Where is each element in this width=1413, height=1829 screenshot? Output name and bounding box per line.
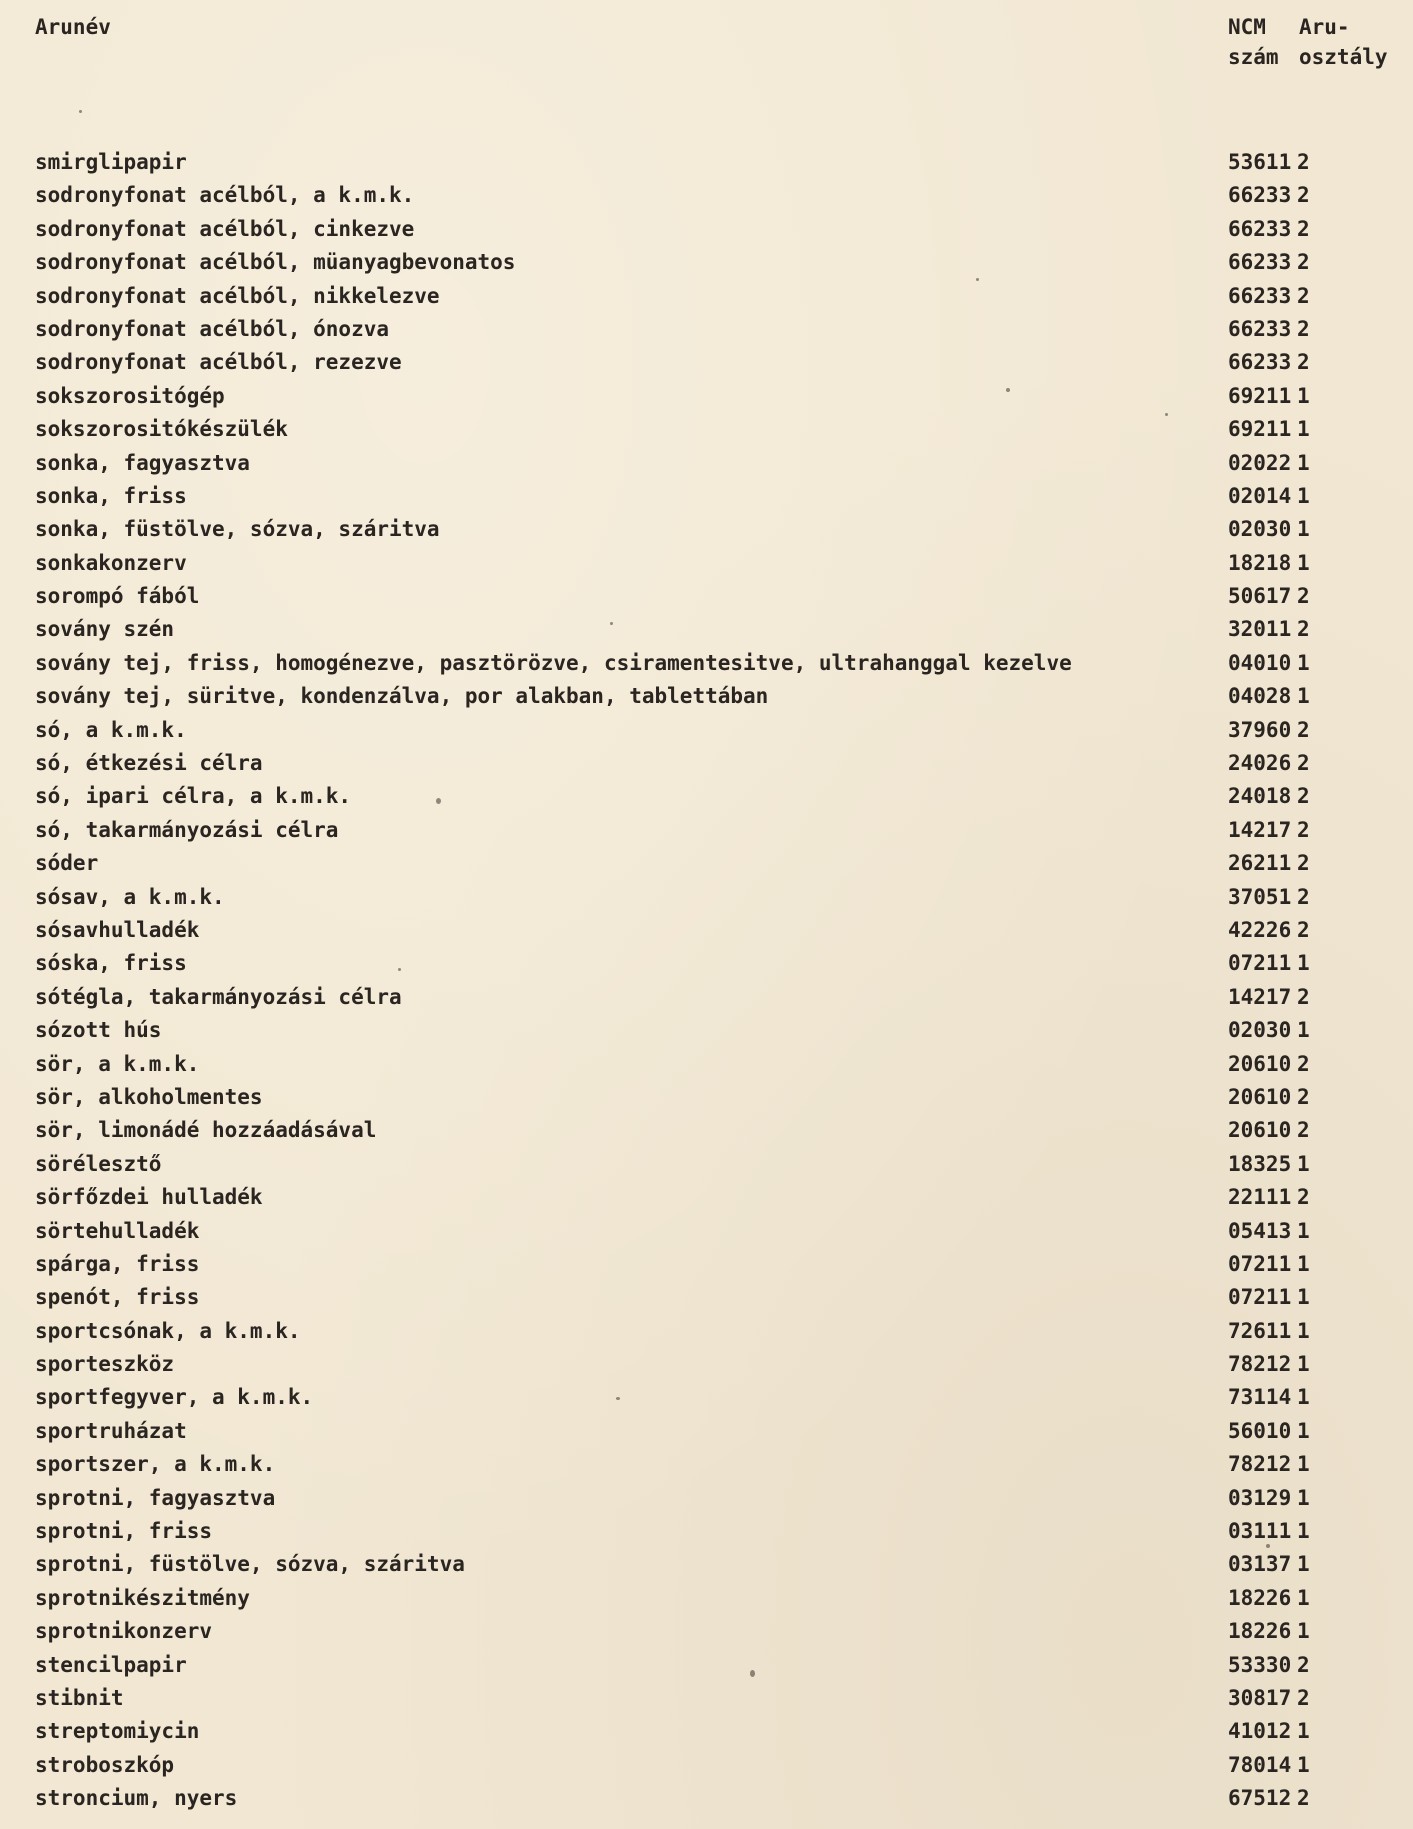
ncm-number: 66233: [1228, 183, 1292, 208]
product-name: sprotnikonzerv: [35, 1619, 213, 1644]
product-name: sósavhulladék: [35, 917, 200, 942]
table-row: [0, 981, 1413, 1014]
product-name: sportcsónak, a k.m.k.: [35, 1318, 301, 1343]
table-row: [0, 1515, 1413, 1548]
product-class: 1: [1297, 550, 1310, 575]
product-name: sodronyfonat acélból, rezezve: [35, 350, 402, 375]
table-row: [0, 280, 1413, 313]
product-name: sóska, friss: [35, 951, 187, 976]
product-name: só, a k.m.k.: [35, 717, 187, 742]
product-class: 2: [1297, 283, 1310, 308]
ncm-number: 78212: [1228, 1352, 1292, 1377]
product-name: sóder: [35, 851, 99, 876]
product-name: só, takarmányozási célra: [35, 817, 339, 842]
table-row: [0, 1081, 1413, 1114]
scan-speck: [436, 798, 441, 804]
product-name: sonka, friss: [35, 483, 187, 508]
scan-speck: [1266, 1544, 1270, 1548]
product-class: 1: [1297, 517, 1310, 542]
column-header-ncm-number: NCM szám: [1228, 15, 1279, 69]
ncm-number: 42226: [1228, 917, 1292, 942]
table-row: [0, 847, 1413, 880]
table-row: [0, 513, 1413, 546]
product-class: 2: [1297, 216, 1310, 241]
product-name: sodronyfonat acélból, müanyagbevonatos: [35, 250, 516, 275]
product-class: 2: [1297, 751, 1310, 776]
table-row: [0, 313, 1413, 346]
table-row: [0, 1482, 1413, 1515]
ncm-number: 02022: [1228, 450, 1292, 475]
table-row: [0, 814, 1413, 847]
product-class: 1: [1297, 1418, 1310, 1443]
table-row: [0, 1281, 1413, 1314]
table-row: [0, 480, 1413, 513]
product-class: 2: [1297, 1118, 1310, 1143]
ncm-number: 66233: [1228, 216, 1292, 241]
product-class: 1: [1297, 1018, 1310, 1043]
ncm-number: 53611: [1228, 150, 1292, 174]
table-row: [0, 380, 1413, 413]
table-row: [0, 413, 1413, 446]
table-row: [0, 947, 1413, 980]
ncm-number: 69211: [1228, 383, 1292, 408]
table-row: [0, 1348, 1413, 1381]
product-class: 1: [1297, 1585, 1310, 1610]
table-row: [0, 1649, 1413, 1682]
product-class: 1: [1297, 1285, 1310, 1310]
ncm-number: 18226: [1228, 1585, 1292, 1610]
ncm-number: 66233: [1228, 350, 1292, 375]
product-name: sörélesztő: [35, 1151, 162, 1176]
table-row: [0, 1782, 1413, 1815]
product-name: sportszer, a k.m.k.: [35, 1452, 276, 1477]
product-class: 2: [1297, 1652, 1310, 1677]
product-name: sonka, füstölve, sózva, száritva: [35, 517, 440, 542]
product-name: spárga, friss: [35, 1251, 200, 1276]
table-row: [0, 680, 1413, 713]
scan-speck: [79, 110, 82, 113]
scan-speck: [1006, 388, 1010, 392]
table-row: [0, 346, 1413, 379]
table-row: [0, 146, 1413, 179]
product-name: sokszorositógép: [35, 383, 225, 408]
product-class: 1: [1297, 1519, 1310, 1544]
product-name: sportfegyver, a k.m.k.: [35, 1385, 314, 1410]
product-class: 2: [1297, 1786, 1310, 1811]
product-class: 1: [1297, 417, 1310, 442]
product-class: 1: [1297, 1151, 1310, 1176]
product-class: 2: [1297, 150, 1310, 174]
ncm-number: 07211: [1228, 1285, 1292, 1310]
table-row: [0, 914, 1413, 947]
product-class: 2: [1297, 316, 1310, 341]
ncm-number: 03111: [1228, 1519, 1292, 1544]
product-name: sonka, fagyasztva: [35, 450, 250, 475]
product-name: sodronyfonat acélból, ónozva: [35, 316, 390, 341]
product-name: sorompó fából: [35, 584, 200, 609]
product-name: stibnit: [35, 1685, 124, 1710]
table-row: [0, 1114, 1413, 1147]
ncm-number: 67512: [1228, 1786, 1292, 1811]
table-row: [0, 447, 1413, 480]
product-class: 1: [1297, 650, 1310, 675]
product-name: sprotni, friss: [35, 1519, 213, 1544]
product-class: 2: [1297, 1185, 1310, 1210]
product-class: 1: [1297, 483, 1310, 508]
ncm-number: 26211: [1228, 851, 1292, 876]
ncm-number: 41012: [1228, 1719, 1292, 1744]
product-class: 1: [1297, 1218, 1310, 1243]
product-class: 2: [1297, 1051, 1310, 1076]
product-name: sovány tej, friss, homogénezve, pasztörözve, csiramentesitve, ultrahanggal kezelve: [35, 650, 1072, 675]
ncm-number: 72611: [1228, 1318, 1292, 1343]
table-row: [0, 246, 1413, 279]
ncm-number: 03129: [1228, 1485, 1292, 1510]
table-row: [0, 213, 1413, 246]
ncm-number: 78014: [1228, 1752, 1292, 1777]
product-name: stencilpapir: [35, 1652, 187, 1677]
ncm-number: 20610: [1228, 1118, 1292, 1143]
ncm-number: 03137: [1228, 1552, 1292, 1577]
ncm-number: 02030: [1228, 1018, 1292, 1043]
product-name: só, étkezési célra: [35, 751, 263, 776]
ncm-number: 18325: [1228, 1151, 1292, 1176]
product-name: sprotni, füstölve, sózva, száritva: [35, 1552, 465, 1577]
product-class: 2: [1297, 784, 1310, 809]
table-row: [0, 547, 1413, 580]
ncm-number: 24026: [1228, 751, 1292, 776]
table-row: [0, 780, 1413, 813]
product-name: sonkakonzerv: [35, 550, 187, 575]
ncm-number: 18218: [1228, 550, 1292, 575]
table-row: [0, 1315, 1413, 1348]
table-header: [0, 12, 1413, 82]
product-class: 1: [1297, 1251, 1310, 1276]
ncm-number: 20610: [1228, 1084, 1292, 1109]
column-header-product-name: Arunév: [35, 15, 111, 39]
product-class: 1: [1297, 1318, 1310, 1343]
product-class: 2: [1297, 1084, 1310, 1109]
product-name: sportruházat: [35, 1418, 187, 1443]
product-name: sokszorositókészülék: [35, 417, 288, 442]
product-name: sodronyfonat acélból, cinkezve: [35, 216, 415, 241]
ncm-number: 69211: [1228, 417, 1292, 442]
product-class: 2: [1297, 717, 1310, 742]
product-name: sör, a k.m.k.: [35, 1051, 200, 1076]
product-name: só, ipari célra, a k.m.k.: [35, 784, 352, 809]
ncm-number: 22111: [1228, 1185, 1292, 1210]
table-row: [0, 1615, 1413, 1648]
ncm-number: 50617: [1228, 584, 1292, 609]
product-class: 2: [1297, 617, 1310, 642]
table-row: [0, 1014, 1413, 1047]
ncm-number: 24018: [1228, 784, 1292, 809]
product-name: streptomiycin: [35, 1719, 200, 1744]
scan-speck: [616, 1397, 620, 1400]
ncm-number: 53330: [1228, 1652, 1292, 1677]
product-name: stroboszkóp: [35, 1752, 175, 1777]
product-class: 2: [1297, 884, 1310, 909]
scan-speck: [976, 278, 979, 281]
product-list: [0, 146, 1413, 1816]
ncm-number: 66233: [1228, 250, 1292, 275]
product-class: 1: [1297, 1352, 1310, 1377]
table-row: [0, 881, 1413, 914]
table-row: [0, 1448, 1413, 1481]
table-row: [0, 1048, 1413, 1081]
table-row: [0, 647, 1413, 680]
product-class: 2: [1297, 1685, 1310, 1710]
product-name: sózott hús: [35, 1018, 162, 1043]
product-class: 1: [1297, 951, 1310, 976]
product-class: 2: [1297, 984, 1310, 1009]
product-class: 1: [1297, 1619, 1310, 1644]
table-row: [0, 1682, 1413, 1715]
product-name: sodronyfonat acélból, a k.m.k.: [35, 183, 415, 208]
ncm-number: 37960: [1228, 717, 1292, 742]
ncm-number: 56010: [1228, 1418, 1292, 1443]
product-name: sodronyfonat acélból, nikkelezve: [35, 283, 440, 308]
ncm-number: 73114: [1228, 1385, 1292, 1410]
product-name: spenót, friss: [35, 1285, 200, 1310]
ncm-number: 18226: [1228, 1619, 1292, 1644]
product-name: sörfőzdei hulladék: [35, 1185, 263, 1210]
ncm-number: 37051: [1228, 884, 1292, 909]
product-class: 1: [1297, 1719, 1310, 1744]
table-row: [0, 1381, 1413, 1414]
product-class: 2: [1297, 917, 1310, 942]
scan-speck: [610, 622, 613, 625]
product-class: 1: [1297, 684, 1310, 709]
table-row: [0, 179, 1413, 212]
scan-speck: [398, 968, 401, 971]
product-name: sprotni, fagyasztva: [35, 1485, 276, 1510]
product-name: stroncium, nyers: [35, 1786, 238, 1811]
table-row: [0, 714, 1413, 747]
ncm-number: 04028: [1228, 684, 1292, 709]
ncm-number: 66233: [1228, 283, 1292, 308]
ncm-number: 20610: [1228, 1051, 1292, 1076]
ncm-number: 07211: [1228, 951, 1292, 976]
table-row: [0, 1181, 1413, 1214]
ncm-number: 05413: [1228, 1218, 1292, 1243]
product-name: sovány tej, süritve, kondenzálva, por alakban, tablettában: [35, 684, 769, 709]
product-name: sótégla, takarmányozási célra: [35, 984, 402, 1009]
product-name: sporteszköz: [35, 1352, 175, 1377]
ncm-number: 02030: [1228, 517, 1292, 542]
ncm-number: 02014: [1228, 483, 1292, 508]
product-class: 2: [1297, 851, 1310, 876]
ncm-number: 07211: [1228, 1251, 1292, 1276]
table-row: [0, 1248, 1413, 1281]
product-class: 2: [1297, 584, 1310, 609]
table-row: [0, 613, 1413, 646]
product-name: sprotnikészitmény: [35, 1585, 250, 1610]
ncm-number: 14217: [1228, 817, 1292, 842]
product-class: 1: [1297, 1385, 1310, 1410]
product-name: sósav, a k.m.k.: [35, 884, 225, 909]
scan-speck: [750, 1670, 755, 1677]
scan-speck: [1165, 413, 1168, 416]
product-class: 2: [1297, 250, 1310, 275]
table-row: [0, 580, 1413, 613]
product-class: 1: [1297, 1552, 1310, 1577]
column-header-product-class: Aru- osztály: [1299, 15, 1388, 69]
product-class: 1: [1297, 1485, 1310, 1510]
ncm-number: 32011: [1228, 617, 1292, 642]
table-row: [0, 1582, 1413, 1615]
ncm-number: 30817: [1228, 1685, 1292, 1710]
product-name: smirglipapir: [35, 150, 187, 174]
ncm-number: 78212: [1228, 1452, 1292, 1477]
product-class: 2: [1297, 350, 1310, 375]
product-name: sörtehulladék: [35, 1218, 200, 1243]
product-name: sör, limonádé hozzáadásával: [35, 1118, 377, 1143]
product-name: sovány szén: [35, 617, 175, 642]
table-row: [0, 1749, 1413, 1782]
product-class: 1: [1297, 1752, 1310, 1777]
product-class: 2: [1297, 183, 1310, 208]
ncm-number: 04010: [1228, 650, 1292, 675]
product-class: 2: [1297, 817, 1310, 842]
ncm-number: 14217: [1228, 984, 1292, 1009]
product-name: sör, alkoholmentes: [35, 1084, 263, 1109]
table-row: [0, 747, 1413, 780]
table-row: [0, 1415, 1413, 1448]
table-row: [0, 1215, 1413, 1248]
product-class: 1: [1297, 1452, 1310, 1477]
product-class: 1: [1297, 383, 1310, 408]
product-class: 1: [1297, 450, 1310, 475]
table-row: [0, 1715, 1413, 1748]
table-row: [0, 1548, 1413, 1581]
ncm-number: 66233: [1228, 316, 1292, 341]
table-row: [0, 1148, 1413, 1181]
